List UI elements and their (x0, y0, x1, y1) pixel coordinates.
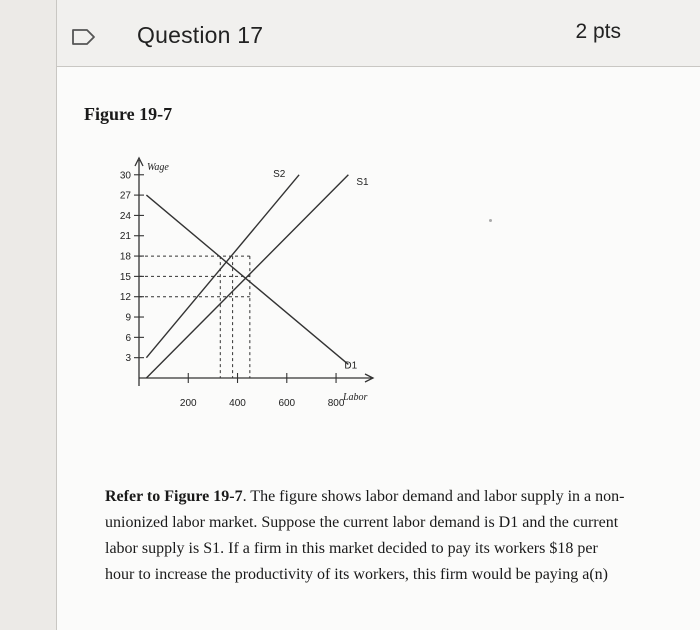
figure-title: Figure 19-7 (84, 104, 173, 124)
y-tick-label: 30 (119, 170, 131, 182)
y-axis-label: Wage (147, 162, 169, 173)
y-tick-label: 9 (125, 312, 131, 324)
y-tick-label: 21 (119, 231, 131, 243)
y-tick-label: 6 (125, 332, 131, 344)
labor-market-chart (101, 150, 401, 430)
question-header (57, 0, 700, 67)
x-tick-label: 800 (327, 398, 345, 409)
series-d1-label: D1 (344, 360, 358, 372)
y-tick-label: 15 (119, 271, 131, 283)
question-text (105, 484, 625, 588)
y-tick-label: 18 (119, 251, 131, 263)
series-s1-label: S1 (356, 176, 369, 188)
question-text-rest: . The figure shows labor demand and labor supply in a non-unionized labor market. Suppose the current labor demand is D1 and the current labor supply is S1. If a firm in this market decided to pay its workers $18 per hour to increase the productivity of its workers, this firm would be paying a(n) (105, 488, 625, 583)
y-tick-label: 27 (119, 190, 131, 202)
question-points: 2 pts (575, 20, 621, 43)
flag-question-icon[interactable] (71, 28, 97, 46)
y-tick-label: 3 (125, 353, 131, 365)
x-tick-label: 600 (278, 398, 296, 409)
x-axis-label: Labor (343, 392, 368, 403)
y-tick-label: 12 (119, 292, 131, 304)
question-text-bold: Refer to Figure 19-7 (105, 488, 243, 505)
x-tick-label: 200 (179, 398, 197, 409)
series-s2-line (146, 175, 299, 358)
question-title: Question 17 (137, 22, 264, 48)
x-tick-label: 400 (229, 398, 246, 409)
y-tick-label: 24 (119, 210, 131, 222)
question-card (56, 0, 700, 630)
series-s2-label: S2 (273, 168, 286, 180)
series-d1-line (146, 195, 348, 364)
stray-dot (489, 219, 492, 222)
